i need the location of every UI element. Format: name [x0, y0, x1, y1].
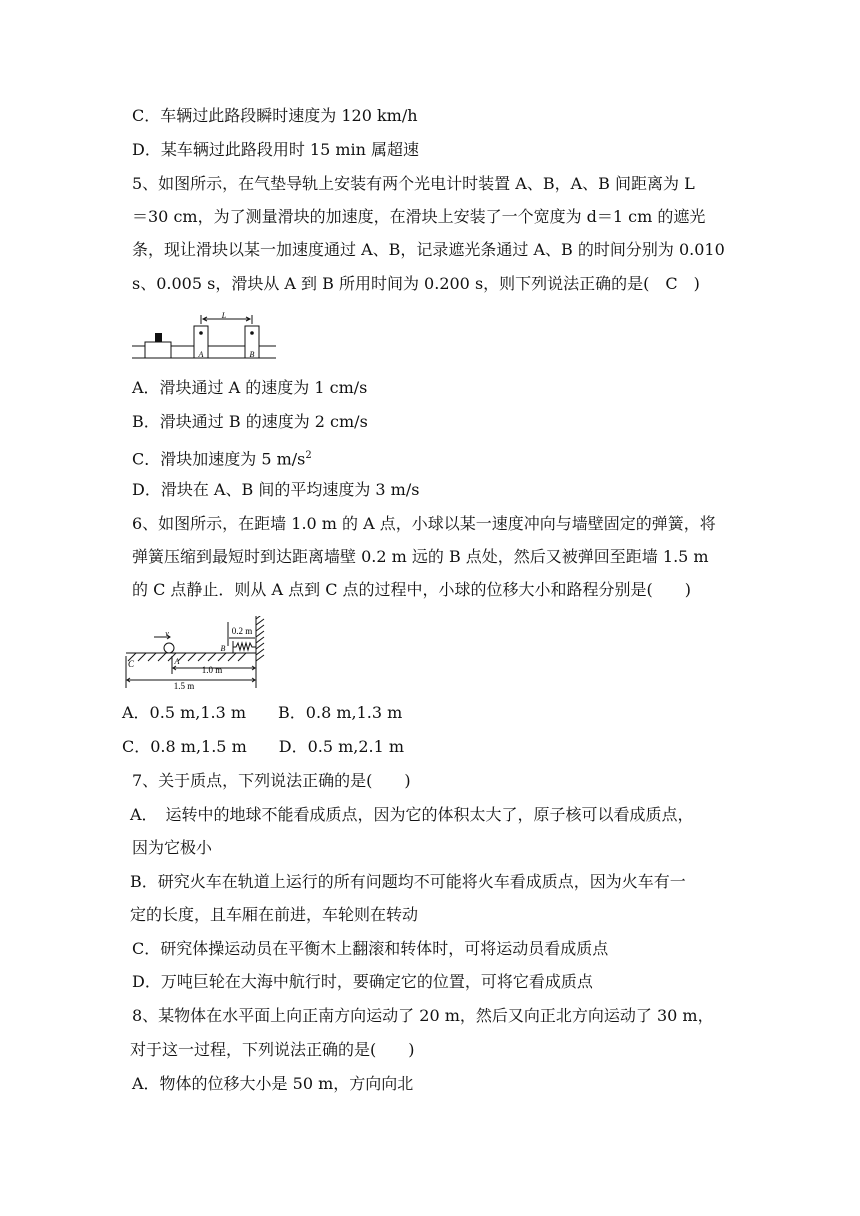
- q8-stem-line2: 对于这一过程，下列说法正确的是( ): [130, 1040, 415, 1059]
- q6-fig-label-C: C: [127, 659, 135, 669]
- q5-option-d: D．滑块在 A、B 间的平均速度为 3 m/s: [132, 480, 420, 499]
- q8-stem-line1: 8、某物体在水平面上向正南方向运动了 20 m，然后又向正北方向运动了 30 m，: [132, 1006, 714, 1025]
- q5-fig-label-L: L: [221, 312, 227, 320]
- q5-stem-line2: ＝30 cm，为了测量滑块的加速度，在滑块上安装了一个宽度为 d＝1 cm 的遮光: [132, 207, 706, 226]
- option-d-prev: D．某车辆过此路段用时 15 min 属超速: [132, 140, 420, 159]
- q6-options-ab: A．0.5 m,1.3 m B．0.8 m,1.3 m: [122, 703, 403, 722]
- option-c-prev: C．车辆过此路段瞬时速度为 120 km/h: [132, 106, 418, 125]
- q7-option-a-line2: 因为它极小: [132, 838, 213, 857]
- q5-option-c: [132, 446, 312, 469]
- q7-option-b-line1: B．研究火车在轨道上运行的所有问题均不可能将火车看成质点，因为火车有一: [130, 872, 686, 891]
- q5-stem-line3: 条，现让滑块以某一加速度通过 A、B，记录遮光条通过 A、B 的时间分别为 0.010: [132, 240, 725, 259]
- q5-option-c-exponent: 2: [305, 450, 312, 461]
- q6-fig-label-v: v: [165, 629, 169, 638]
- q7-stem: 7、关于质点，下列说法正确的是( ): [132, 771, 411, 790]
- q5-option-b: B．滑块通过 B 的速度为 2 cm/s: [132, 412, 368, 431]
- q6-fig-label-1-5m: 1.5 m: [173, 681, 195, 690]
- q6-fig-label-B: B: [220, 644, 226, 653]
- q6-stem-line2: 弹簧压缩到最短时到达距离墙壁 0.2 m 远的 B 点处，然后又被弹回至距墙 1.5 m: [132, 547, 709, 566]
- q6-stem-line1: 6、如图所示，在距墙 1.0 m 的 A 点，小球以某一速度冲向与墙壁固定的弹簧，将: [132, 514, 716, 533]
- q7-option-c: C．研究体操运动员在平衡木上翻滚和转体时，可将运动员看成质点: [132, 939, 609, 958]
- q5-fig-label-A: A: [198, 350, 204, 359]
- q6-fig-label-1-0m: 1.0 m: [201, 665, 223, 675]
- q5-stem-line1: 5、如图所示，在气垫导轨上安装有两个光电计时装置 A、B，A、B 间距离为 L: [132, 174, 695, 193]
- q5-fig-label-B: B: [249, 350, 255, 359]
- q6-spring-figure: [122, 616, 272, 690]
- q5-air-track-figure: [130, 312, 280, 364]
- q6-fig-label-A: A: [174, 657, 180, 666]
- q7-option-a-line1: A． 运转中的地球不能看成质点，因为它的体积太大了，原子核可以看成质点，: [130, 805, 694, 824]
- q8-option-a: A．物体的位移大小是 50 m，方向向北: [132, 1074, 414, 1093]
- q5-option-c-text: C．滑块加速度为 5 m/s: [132, 449, 306, 469]
- q6-stem-line3: 的 C 点静止．则从 A 点到 C 点的过程中，小球的位移大小和路程分别是( ): [132, 580, 692, 599]
- q7-option-b-line2: 定的长度，且车厢在前进，车轮则在转动: [130, 905, 419, 924]
- q6-fig-label-0-2m: 0.2 m: [231, 626, 253, 636]
- q7-option-d: D．万吨巨轮在大海中航行时，要确定它的位置，可将它看成质点: [132, 972, 593, 991]
- q5-stem-line4: s、0.005 s，滑块从 A 到 B 所用时间为 0.200 s，则下列说法正确的是( C ): [132, 274, 700, 293]
- q5-option-a: A．滑块通过 A 的速度为 1 cm/s: [132, 378, 368, 397]
- q6-options-cd: C．0.8 m,1.5 m D．0.5 m,2.1 m: [122, 737, 405, 756]
